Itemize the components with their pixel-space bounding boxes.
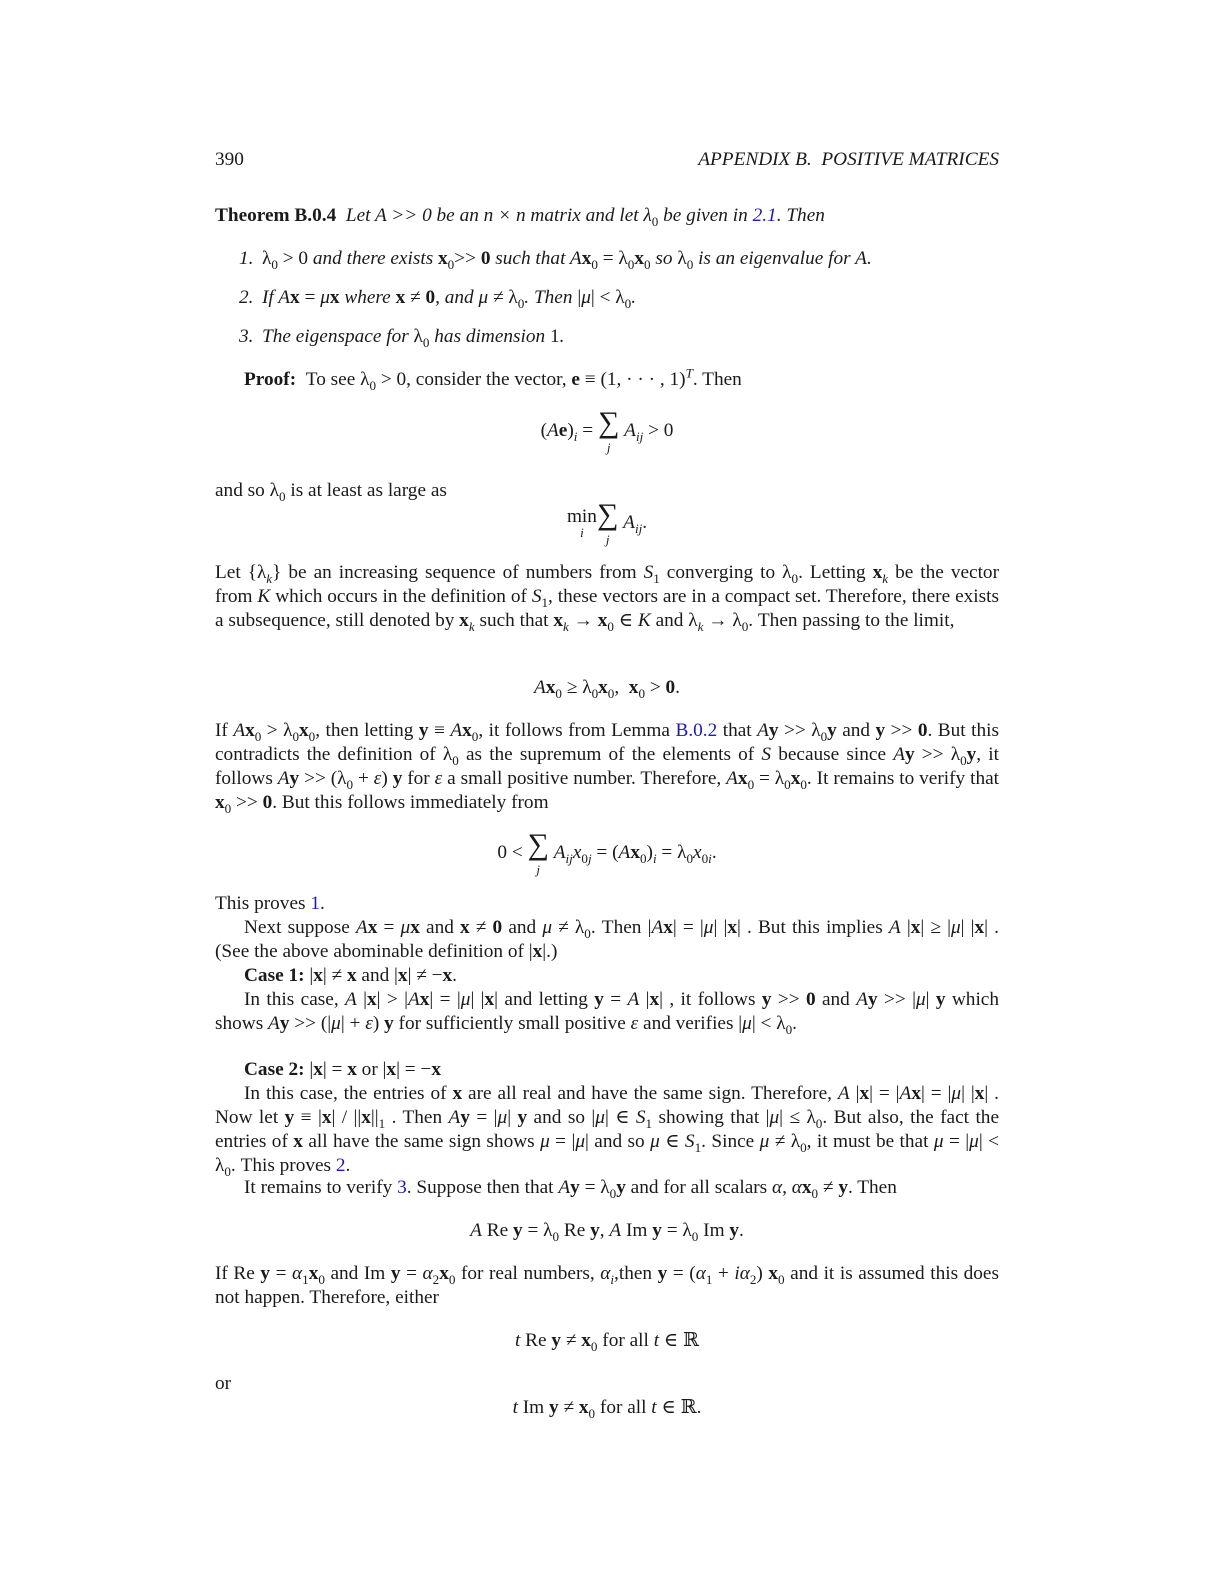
theorem-item-1: 1. $\lambda_0 > 0$ and there exists $x_0>> 0$ such that $Ax_0 = \lambda_0x_0$ so $\lambda_0$ is an eigenvalue for A.	[239, 248, 872, 272]
paragraph-or: or	[215, 1373, 232, 1394]
case-1-heading: Case 1: |x| ≠ x and |x| ≠ −x.	[244, 965, 457, 986]
case-2-heading: Case 2: |x| = x or |x| = −x	[244, 1059, 441, 1080]
case-2-text: In this case, the entries of x are all real and have the same sign. Therefore, A |x| = |Ax| = |μ| |x| . Now let $y \equiv |x| / ||x||_1$ . Then Ay = |μ| y and so |μ| ∈ $S_1$ showing that $|\mu| \le \lambda_0$. But also, the fact the entries of x all have the same sign shows μ = |μ| and so μ ∈ $S_1$. Since $\mu \ne \lambda_0$, it must be that $\mu = |\mu| < \lambda_0$. This proves 2.	[215, 1083, 1000, 1179]
equation-limit: $Ax_0 \ge \lambda_0x_0$, $x_0 > 0$.	[534, 677, 680, 701]
paragraph-sequence: Let $\{\lambda_k\}$ be an increasing sequence of numbers from $S_1$ converging to $\lambda_0$. Letting $x_k$ be the vector from K which occurs in the definition of $S_1$, these vectors are in a compact set. Therefore, there exists a subsequence, still denoted by $x_k$ such that $x_k \to x_0$ ∈ K and $\lambda_k \to \lambda_0$. Then passing to the limit,	[215, 562, 999, 634]
proof-label: Proof:	[244, 369, 297, 390]
case-1-text: In this case, A |x| > |Ax| = |μ| |x| and letting y = A |x| , it follows y >> 0 and Ay >> |μ| y which shows Ay >> (|μ| + ε) y for sufficiently small positive ε and verifies $|\mu| < \lambda_0$.	[215, 989, 999, 1037]
equation-t-im: t Im $y \ne x_0$ for all t ∈ ℝ.	[512, 1397, 702, 1421]
paragraph-contradiction: If $Ax_0 > \lambda_0x_0$, then letting $y \equiv Ax_0$, it follows from Lemma B.0.2 that $Ay >> \lambda_0y$ and y >> 0. But this contradicts the definition of $\lambda_0$ as the supremum of the elements of S because since $Ay >> \lambda_0y$, it follows $Ay >> (\lambda_0 + \varepsilon)$ y for ε a small positive number. Therefore, $Ax_0 = \lambda_0x_0$. It remains to verify that $x_0 >> 0$. But this follows immediately from	[215, 720, 1000, 816]
equation-re-im: A Re $y = \lambda_0$ Re y, A Im $y = \lambda_0$ Im y.	[470, 1220, 744, 1244]
lemma-link[interactable]: B.0.2	[675, 720, 718, 741]
item-link-3[interactable]: 3	[397, 1177, 407, 1198]
running-title: APPENDIX B. POSITIVE MATRICES	[698, 149, 999, 170]
theorem-item-3: 3. The eigenspace for $\lambda_0$ has dimension 1.	[239, 326, 565, 350]
paragraph-proves-1: This proves 1.	[215, 893, 325, 914]
equation-positivity: 0 < ∑ j $A_{ij}x_{0j} = (Ax_0)_i = \lambda_0x_{0i}$.	[497, 828, 717, 877]
paragraph-remains: It remains to verify 3. Suppose then that $Ay = \lambda_0y$ and for all scalars α, $\alpha x_0 \ne y$. Then	[244, 1177, 897, 1201]
theorem-statement: Theorem B.0.4 Let A >> 0 be an n × n matrix and let $\lambda_0$ be given in 2.1. Then	[215, 205, 825, 229]
proof-intro: Proof: To see $\lambda_0 > 0$, consider the vector, e ≡ (1, · · · , 1)$^T$. Then	[244, 365, 742, 393]
paragraph-if-re: If Re $y = \alpha_1x_0$ and Im $y = \alpha_2x_0$ for real numbers, $\alpha_i,then$ $y = (\alpha_1 + i\alpha_2)$ $x_0$ and it is assumed this does not happen. Therefore, either	[215, 1263, 999, 1308]
equation-ae: $(Ae)_i$ = ∑ j $A_{ij} > 0$	[540, 406, 674, 455]
paragraph-least: and so $\lambda_0$ is at least as large as	[215, 480, 447, 504]
equation-t-re: t Re $y \ne x_0$ for all t ∈ ℝ	[514, 1330, 699, 1354]
item-link-2[interactable]: 2	[335, 1155, 346, 1176]
theorem-label: Theorem B.0.4	[215, 205, 337, 226]
paragraph-next: Next suppose Ax = μx and x ≠ 0 and $\mu \ne \lambda_0$. Then |Ax| = |μ| |x| . But this implies A |x| ≥ |μ| |x| . (See the above abominable definition of |x|.)	[215, 917, 999, 962]
theorem-item-2: 2. If Ax = μx where x ≠ 0, and $\mu \ne \lambda_0$. Then $|\mu| < \lambda_0$.	[239, 287, 637, 311]
equation-link-2-1[interactable]: 2.1	[752, 205, 777, 226]
page-number: 390	[215, 149, 244, 170]
equation-min-sum: min i ∑ j $A_{ij}$.	[566, 498, 648, 547]
item-link-1[interactable]: 1	[310, 893, 320, 914]
